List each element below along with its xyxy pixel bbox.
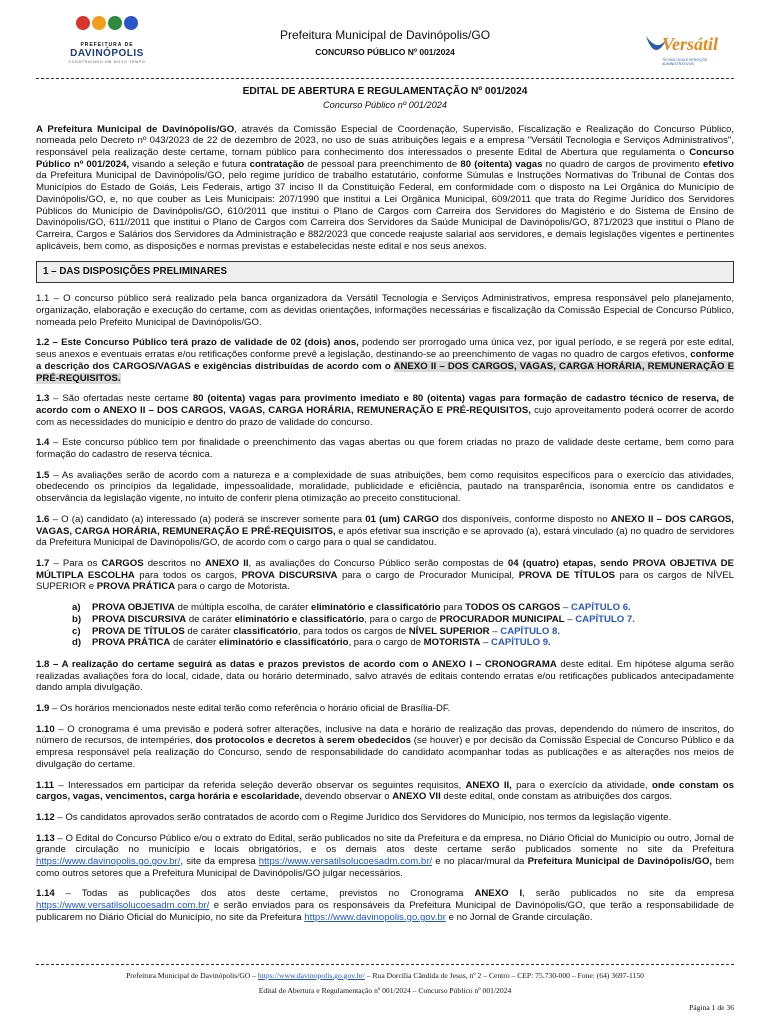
paragraph-1-1: 1.1 – O concurso público será realizado pela banca organizadora da Versátil Tecnologia e Serviços Administrativos, empresa responsável pelo planejamento, organização, elaboração e execução do certame, com as devidas orientações, informações necessárias e fiscalização da Comissão Especial de Concurso Público, nomeada pelo Prefeito Municipal de Davinópolis/GO. bbox=[36, 293, 734, 328]
logo-line3: CONSTRUINDO UM NOVO TEMPO bbox=[68, 60, 146, 65]
header-subtitle: CONCURSO PÚBLICO Nº 001/2024 bbox=[315, 46, 455, 57]
paragraph-1-3: 1.3 – São ofertadas neste certame 80 (oitenta) vagas para provimento imediato e 80 (oitenta) vagas para formação de cadastro técnico de reserva, de acordo com o ANEXO II – DOS CARGOS, VAGAS, CARGA HORÁRIA, REMUNERAÇÃO E PRÉ-REQUISITOS, cujo aproveitamento poderá ocorrer de acordo com as necessidades do município e dentro do prazo de validade do concurso. bbox=[36, 393, 734, 428]
paragraph-1-13: 1.13 – O Edital do Concurso Público e/ou o extrato do Edital, serão publicados no site da Prefeitura e da empresa, no Diário Oficial do Município ou outro, Jornal de grande circulação no município e locais obrigatórios, e os demais atos deste certame serão publicados somente no site da Prefeitura https://www.davinopolis.go.gov.br/, site da empresa https://www.versatilsolucoesadm.com.br/ e no placar/mural da Prefeitura Municipal de Davinópolis/GO, bem como outros setores que a Prefeitura Municipal de Davinópolis/GO julgar necessários. bbox=[36, 832, 734, 879]
document-subheading: Concurso Público nº 001/2024 bbox=[323, 100, 447, 111]
paragraph-1-5: 1.5 – As avaliações serão de acordo com a natureza e a complexidade de suas atribuições, bem como requisitos específicos para o exercício das atividades, obedecendo os princípios da legalidade, impessoalidade, moralidade, publicidade e eficiência, pautado na transparência, isonomia entre os candidatos e observância da legislação vigente, no intuito de conferir plena otimização ao preceito constitucional. bbox=[36, 469, 734, 505]
header-titles bbox=[36, 28, 734, 57]
footer-divider bbox=[36, 964, 734, 965]
paragraph-1-12: 1.12 – Os candidatos aprovados serão contratados de acordo com o Regime Jurídico dos Servidores do Município, nos termos da legislação vigente. bbox=[36, 811, 672, 823]
versatil-link[interactable]: https://www.versatilsolucoesadm.com.br/ bbox=[258, 856, 433, 868]
logo-line2: DAVINÓPOLIS bbox=[70, 48, 144, 60]
page-number: Página 1 de 36 bbox=[689, 1003, 734, 1012]
versatil-tagline: TECNOLOGIA E SERVIÇOS ADMINISTRATIVOS bbox=[662, 58, 708, 67]
footer-address: Prefeitura Municipal de Davinópolis/GO – https://www.davinopolis.go.gov.br/ – Rua Dorcília Cândida de Jesus, nº 2 – Centro – CEP: 75.730-000 – Fone: (64) 3697-1150 bbox=[126, 971, 644, 980]
page-header bbox=[36, 14, 734, 76]
header-divider bbox=[36, 78, 734, 79]
document-body bbox=[36, 86, 734, 933]
intro-paragraph: A Prefeitura Municipal de Davinópolis/GO, através da Comissão Especial de Coordenação, Supervisão, Fiscalização e Realização do Concurso Público, nomeada pelo Decreto nº 043/2023 de 22 de dezembro de 2023, no uso de suas atribuições legais e a empresa "Versátil Tecnologia e Serviços Administrativos", responsável pela realização deste certame, tornam público para conhecimento dos interessados o presente Edital de Abertura que regulamenta o Concurso Público nº 001/2024, visando a seleção e futura contratação de pessoal para preenchimento de 80 (oitenta) vagas no quadro de cargos de provimento efetivo da Prefeitura Municipal de Davinópolis/GO, pelo regime jurídico de trabalho estatutário, conforme Súmulas e Instruções Normativas do Tribunal de Contas dos Municípios do Estado de Goiás, Leis Federais, artigo 37 inciso II da Constituição Federal, em conformidade com o disposto na Lei Orgânica do Município de Davinópolis/GO, e, no que couber as Leis Municipais: 207/1990 que institui a Lei Orgânica Municipal, 609/2011 que trata do Regime Jurídico dos Servidores Públicos do Município de Davinópolis/GO, 610/2011 que institui o Plano de Cargos com Carreira dos Servidores do Magistério e do Sistema de Ensino de Davinópolis/GO, 611//2011 que institui o Plano de Cargos com Carreira dos Servidores da Saúde Municipal de Davinópolis/GO, 871/2023 que institui o Plano de Carreira, Cargos e Salários dos Servidores da Administração e 882/2023 que concede reajuste salarial aos servidores, e demais legislações vigentes e pertinentes aplicáveis, bem como, as disposições e normas previstas e estabelecidas neste edital e nos seus anexos. bbox=[36, 123, 734, 252]
list-item: a) PROVA OBJETIVA de múltipla escolha, de caráter eliminatório e classificatório para TODOS OS CARGOS – CAPÍTULO 6. bbox=[72, 602, 631, 614]
prefeitura-link[interactable]: https://www.davinopolis.go.gov.br/ bbox=[36, 856, 181, 868]
section-heading-1: 1 – DAS DISPOSIÇÕES PRELIMINARES bbox=[36, 261, 734, 283]
paragraph-1-8: 1.8 – A realização do certame seguirá as datas e prazos previstos de acordo com o ANEXO I – CRONOGRAMA deste edital. Em hipótese alguma serão realizadas avaliações fora do local, cidade, data ou horário determinado, salvo através de editais contendo erratas e/ou retificações publicados antecipadamente dando ampla divulgação. bbox=[36, 658, 734, 694]
list-item: c) PROVA DE TÍTULOS de caráter classificatório, para todos os cargos de NÍVEL SUPERIOR – CAPÍTULO 8. bbox=[72, 625, 560, 637]
paragraph-1-2: 1.2 – Este Concurso Público terá prazo de validade de 02 (dois) anos, podendo ser prorrogado uma única vez, por igual período, e se regerá por este edital, seus anexos e eventuais erratas e/ou retificações conforme prevê a legislação, destinando-se ao preenchimento de vagas no quadro de cargos efetivos, conforme a descrição dos CARGOS/VAGAS e exigências distribuídas de acordo com o ANEXO II – DOS CARGOS, VAGAS, CARGA HORÁRIA, REMUNERAÇÃO E PRÉ-REQUISITOS. bbox=[36, 337, 734, 384]
paragraph-1-11: 1.11 – Interessados em participar da referida seleção deverão observar os seguintes requisitos, ANEXO II, para o exercício da atividade, onde constam os cargos, vagas, vencimentos, carga horária e escolaridade, devendo observar o ANEXO VII deste edital, onde constam as atribuições dos cargos. bbox=[36, 779, 734, 803]
paragraph-1-6: 1.6 – O (a) candidato (a) interessado (a) poderá se inscrever somente para 01 (um) CARGO dos disponíveis, conforme disposto no ANEXO II – DOS CARGOS, VAGAS, CARGA HORÁRIA, REMUNERAÇÃO E PRÉ-REQUISITOS, e após efetivar sua inscrição e se aprovado (a), estará vinculado (a) no quadro de servidores da Prefeitura Municipal de Davinópolis/GO, de acordo com o cargo para o qual se candidatou. bbox=[36, 513, 735, 549]
list-item: d) PROVA PRÁTICA de caráter eliminatório e classificatório, para o cargo de MOTORISTA – CAPÍTULO 9. bbox=[72, 637, 551, 649]
logo-line1: PREFEITURA DE bbox=[80, 42, 134, 48]
versatil-logo bbox=[642, 26, 732, 74]
paragraph-1-7: 1.7 – Para os CARGOS descritos no ANEXO II, as avaliações do Concurso Público serão compostas de 04 (quatro) etapas, sendo PROVA OBJETIVA DE MÚLTIPLA ESCOLHA para todos os cargos, PROVA DISCURSIVA para o cargo de Procurador Municipal, PROVA DE TÍTULOS para os cargos de NÍVEL SUPERIOR e PROVA PRÁTICA para o cargo de Motorista. bbox=[36, 557, 735, 593]
prefeitura-link[interactable]: https://www.davinopolis.go.gov.br bbox=[304, 911, 446, 923]
evaluation-list bbox=[72, 602, 734, 649]
list-item: b) PROVA DISCURSIVA de caráter eliminatório e classificatório, para o cargo de PROCURADOR MUNICIPAL – CAPÍTULO 7. bbox=[72, 613, 635, 625]
header-title: Prefeitura Municipal de Davinópolis/GO bbox=[279, 28, 491, 42]
document-heading: EDITAL DE ABERTURA E REGULAMENTAÇÃO Nº 001/2024 bbox=[242, 86, 528, 97]
footer-prefeitura-link[interactable]: https://www.davinopolis.go.gov.br/ bbox=[257, 971, 365, 980]
paragraph-1-14: 1.14 – Todas as publicações dos atos deste certame, previstos no Cronograma ANEXO I, serão publicados no site da empresa https://www.versatilsolucoesadm.com.br/ e serão enviados para os responsáveis da Prefeitura Municipal de Davinópolis/GO, que terão a responsabilidade de publicarem no Diário Oficial do Município, no site da Prefeitura https://www.davinopolis.go.gov.br e no Jornal de Grande circulação. bbox=[36, 888, 735, 923]
footer-edital-line: Edital de Abertura e Regulamentação nº 001/2024 – Concurso Público nº 001/2024 bbox=[258, 986, 512, 996]
versatil-link[interactable]: https://www.versatilsolucoesadm.com.br/ bbox=[36, 900, 210, 912]
versatil-wordmark: Versátil bbox=[662, 34, 719, 54]
paragraph-1-10: 1.10 – O cronograma é uma previsão e poderá sofrer alterações, inclusive na data e horário de realização das provas, dependendo do número de inscritos, do número de recursos, de intempéries, dos protocolos e decretos à serem obedecidos (se houver) e por decisão da Comissão Especial de Concurso Público e da empresa responsável pela realização do Concurso, sendo de responsabilidade do candidato acompanhar todas as publicações e as alterações nos meios de divulgação do certame. bbox=[36, 723, 735, 770]
paragraph-1-4: 1.4 – Este concurso público tem por finalidade o preenchimento das vagas abertas ou que forem criadas no prazo de validade deste certame, bem como para formação do cadastro de reserva técnica. bbox=[36, 437, 734, 461]
page-footer bbox=[36, 971, 734, 1012]
paragraph-1-9: 1.9 – Os horários mencionados neste edital terão como referência o horário oficial de Brasília-DF. bbox=[36, 703, 451, 715]
